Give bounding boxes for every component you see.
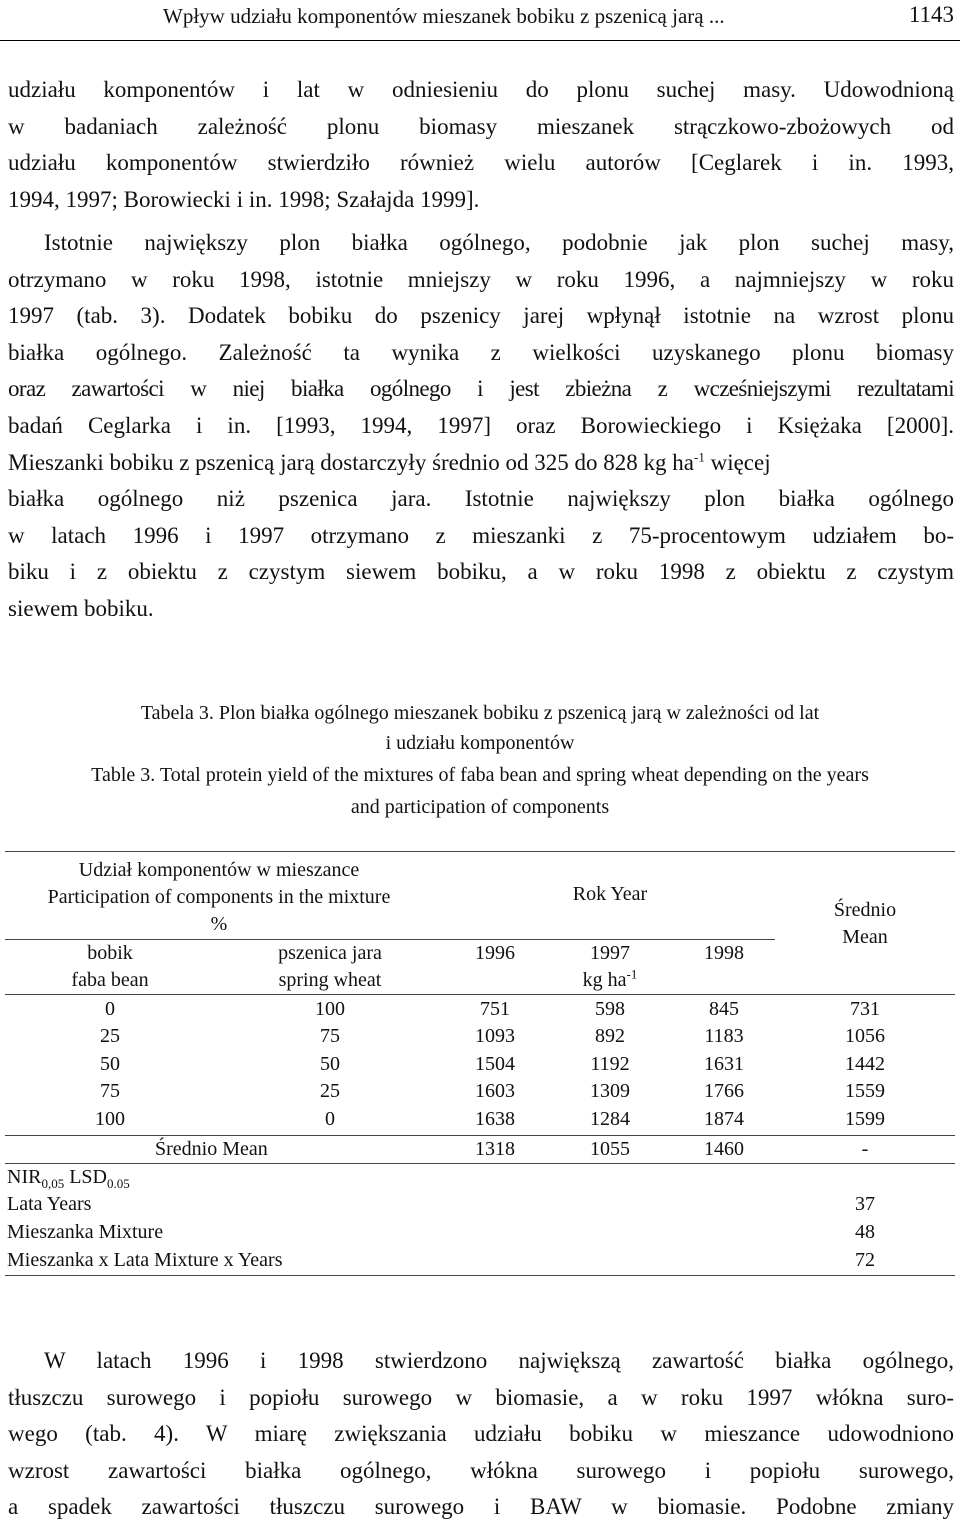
table-caption-pl-1: Tabela 3. Plon białka ogólnego mieszanek bobiku z pszenicą jarą w zależności od lat — [140, 702, 820, 724]
lsd-nir: NIR — [7, 1166, 42, 1188]
table-cell: 25 — [320, 1080, 340, 1102]
table-cell: 1460 — [704, 1138, 744, 1160]
unit-text: kg ha — [582, 969, 627, 991]
table-cell: 598 — [595, 998, 625, 1020]
lsd-value: 37 — [855, 1193, 875, 1215]
table-cell: 1599 — [845, 1108, 885, 1130]
text-line: białka ogólnego niż pszenica jara. Istotnie największy plon białka ogólnego — [8, 486, 954, 512]
table-cell: 1055 — [590, 1138, 630, 1160]
table-cell: 25 — [100, 1025, 120, 1047]
header-component: Udział komponentów w mieszance — [78, 859, 360, 881]
table-cell: 751 — [480, 998, 510, 1020]
text-line: w badaniach zależność plonu biomasy mieszanek strączkowo-zbożowych od — [8, 113, 954, 139]
table-cell: 75 — [100, 1080, 120, 1102]
text-line: wzrost zawartości białka ogólnego, włókna surowego i popiołu surowego, — [8, 1457, 954, 1483]
text-line: tłuszczu surowego i popiołu surowego w biomasie, a w roku 1997 włókna suro- — [8, 1384, 954, 1410]
text-line: a spadek zawartości tłuszczu surowego i BAW w biomasie. Podobne zmiany — [8, 1494, 954, 1520]
text-fragment: więcej — [704, 449, 771, 475]
header-component-unit: % — [210, 913, 228, 935]
lsd-value: 72 — [855, 1249, 875, 1271]
text-fragment: Mieszanki bobiku z pszenicą jarą dostarczyły średnio od 325 do 828 kg ha — [8, 449, 694, 475]
header-unit — [545, 967, 675, 993]
table-cell: - — [861, 1138, 869, 1160]
text-line: wego (tab. 4). W miarę zwiększania udziału bobiku w mieszance udowodniono — [8, 1421, 954, 1447]
text-line: udziału komponentów i lat w odniesieniu do plonu suchej masy. Udowodnioną — [8, 77, 954, 102]
header-year: Rok Year — [572, 883, 648, 905]
lsd-label: Mieszanka Mixture — [7, 1221, 164, 1243]
table-cell: 1442 — [845, 1053, 885, 1075]
table-cell: 892 — [595, 1025, 625, 1047]
table-caption-en-2: and participation of components — [350, 796, 610, 818]
table-cell: 1874 — [704, 1108, 744, 1130]
text-line: badań Ceglarka i in. [1993, 1994, 1997] oraz Borowieckiego i Księżaka [2000]. — [8, 412, 954, 438]
header-year-1996: 1996 — [475, 942, 515, 964]
mean-row-label: Średnio Mean — [155, 1138, 268, 1160]
table-cell: 1638 — [475, 1108, 515, 1130]
page-number: 1143 — [908, 2, 954, 27]
table-cell: 731 — [850, 998, 880, 1020]
table-cell: 75 — [320, 1025, 340, 1047]
table-cell: 100 — [95, 1108, 125, 1130]
table-cell: 50 — [100, 1053, 120, 1075]
paragraph-3 — [8, 1343, 954, 1526]
paragraph-2 — [8, 225, 954, 628]
lsd-label: Mieszanka x Lata Mixture x Years — [7, 1249, 283, 1271]
table-cell: 1504 — [475, 1053, 515, 1075]
table-header-bottom-rule — [5, 994, 955, 995]
table-cell: 845 — [709, 998, 739, 1020]
table-top-rule — [5, 851, 955, 852]
running-header — [0, 0, 960, 41]
text-line: siewem bobiku. — [8, 595, 154, 621]
header-mean: Średnio — [833, 899, 897, 921]
header-mean-en: Mean — [842, 926, 888, 948]
lsd-label: Lata Years — [7, 1193, 92, 1215]
table-cell: 1559 — [845, 1080, 885, 1102]
table-mean-rule — [5, 1163, 955, 1164]
header-faba-bean: faba bean — [71, 969, 149, 991]
table-cell: 100 — [315, 998, 345, 1020]
text-line: białka ogólnego. Zależność ta wynika z wielkości uzyskanego plonu biomasy — [8, 339, 954, 365]
text-line: W latach 1996 i 1998 stwierdzono największą zawartość białka ogólnego, — [44, 1348, 954, 1373]
text-line: 1994, 1997; Borowiecki i in. 1998; Szałajda 1999]. — [8, 186, 480, 212]
running-title: Wpływ udziału komponentów mieszanek bobiku z pszenicą jarą ... — [163, 4, 725, 28]
lsd-nir-subscript: 0,05 — [41, 1176, 65, 1191]
table-cell: 0 — [105, 998, 115, 1020]
table-cell: 1284 — [590, 1108, 630, 1130]
table-cell: 50 — [320, 1053, 340, 1075]
lsd-lsd: LSD — [64, 1166, 107, 1188]
text-line: 1997 (tab. 3). Dodatek bobiku do pszenicy jarej wpłynął istotnie na wzrost plonu — [8, 303, 954, 329]
header-bobik: bobik — [87, 942, 133, 964]
paragraph-1 — [8, 72, 954, 218]
header-year-1997: 1997 — [590, 942, 630, 964]
table-cell: 1766 — [704, 1080, 744, 1102]
lsd-lsd-subscript: 0.05 — [107, 1176, 130, 1191]
table-cell: 1056 — [845, 1025, 885, 1047]
text-line: oraz zawartości w niej białka ogólnego i jest zbieżna z wcześniejszymi rezultatami — [8, 376, 954, 402]
text-line: w latach 1996 i 1997 otrzymano z mieszanki z 75-procentowym udziałem bo- — [8, 522, 954, 548]
header-component-en: Participation of components in the mixture — [47, 886, 391, 908]
table-cell: 1318 — [475, 1138, 515, 1160]
table-caption-pl-2: i udziału komponentów — [385, 732, 575, 754]
text-line: biku i z obiektu z czystym siewem bobiku, a w roku 1998 z obiektu z czystym — [8, 559, 954, 585]
table-cell: 1309 — [590, 1080, 630, 1102]
table-cell: 1183 — [704, 1025, 744, 1047]
text-line: otrzymano w roku 1998, istotnie mniejszy w roku 1996, a najmniejszy w roku — [8, 266, 954, 292]
table-bottom-rule — [5, 1275, 955, 1276]
lsd-heading — [7, 1164, 130, 1190]
unit-superscript: -1 — [626, 966, 638, 982]
header-pszenica: pszenica jara — [278, 942, 382, 964]
superscript: -1 — [693, 448, 705, 464]
lsd-value: 48 — [855, 1221, 875, 1243]
table-cell: 1192 — [590, 1053, 630, 1075]
table-cell: 1093 — [475, 1025, 515, 1047]
header-spring-wheat: spring wheat — [278, 969, 382, 991]
table-cell: 1603 — [475, 1080, 515, 1102]
text-line — [8, 445, 954, 482]
header-year-1998: 1998 — [704, 942, 744, 964]
text-line: udziału komponentów stwierdziło również wielu autorów [Ceglarek i in. 1993, — [8, 150, 954, 176]
table-cell: 0 — [325, 1108, 335, 1130]
table-caption-en-1: Table 3. Total protein yield of the mixtures of faba bean and spring wheat depending on the years — [91, 764, 869, 786]
text-line: Istotnie największy plon białka ogólnego, podobnie jak plon suchej masy, — [44, 230, 954, 255]
table-cell: 1631 — [704, 1053, 744, 1075]
